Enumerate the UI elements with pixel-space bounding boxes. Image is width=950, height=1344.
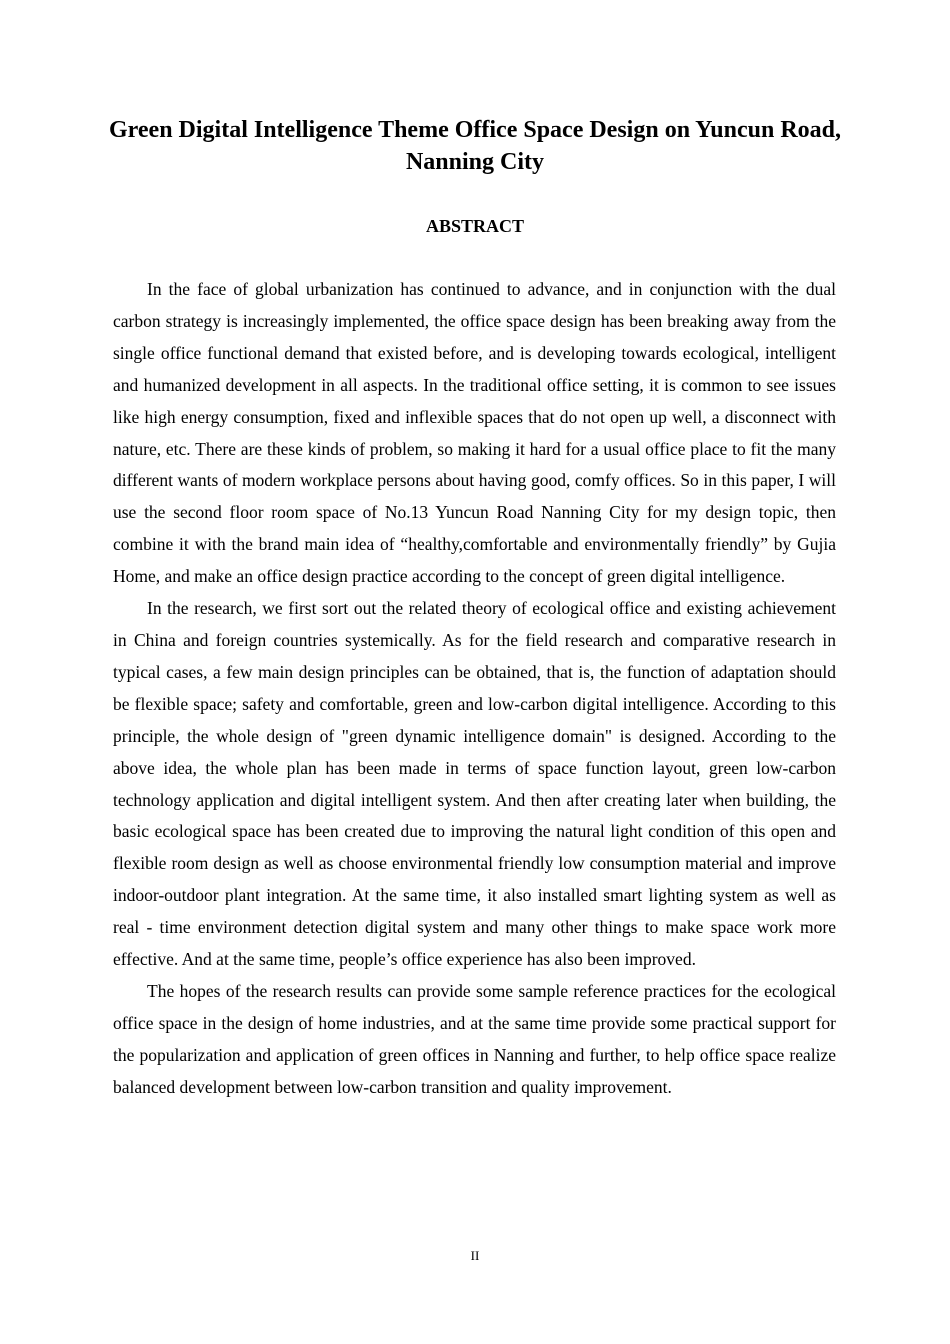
abstract-body <box>113 274 836 1104</box>
abstract-paragraph-2: In the research, we first sort out the related theory of ecological office and existing achievement in China and foreign countries systemically. As for the field research and comparative research in typical cases, a few main design principles can be obtained, that is, the function of adaptation should be flexible space; safety and comfortable, green and low-carbon digital intelligence. According to this principle, the whole design of "green dynamic intelligence domain" is designed. According to the above idea, the whole plan has been made in terms of space function layout, green low-carbon technology application and digital intelligent system. And then after creating later when building, the basic ecological space has been created due to improving the natural light condition of this open and flexible room design as well as choose environmental friendly low consumption material and improve indoor-outdoor plant integration. At the same time, it also installed smart lighting system as well as real - time environment detection digital system and many other things to make space work more effective. And at the same time, people’s office experience has also been improved. <box>113 598 836 970</box>
abstract-paragraph-3: The hopes of the research results can provide some sample reference practices for the ecological office space in the design of home industries, and at the same time provide some practical support for the popularization and application of green offices in Nanning and further, to help office space realize balanced development between low-carbon transition and quality improvement. <box>113 980 836 1097</box>
document-title: Green Digital Intelligence Theme Office Space Design on Yuncun Road, Nanning City <box>109 117 841 175</box>
page-number: II <box>470 1248 480 1263</box>
abstract-heading: ABSTRACT <box>425 216 525 236</box>
abstract-paragraph-1: In the face of global urbanization has continued to advance, and in conjunction with the dual carbon strategy is increasingly implemented, the office space design has been breaking away from the single office functional demand that existed before, and is developing towards ecological, intelligent and humanized development in all aspects. In the traditional office setting, it is common to see issues like high energy consumption, fixed and inflexible spaces that do not open up well, a disconnect with nature, etc. There are these kinds of problem, so making it hard for a usual office place to fit the many different wants of modern workplace persons about having good, comfy offices. So in this paper, I will use the second floor room space of No.13 Yuncun Road Nanning City for my design topic, then combine it with the brand main idea of “healthy,comfortable and environmentally friendly” by Gujia Home, and make an office design practice according to the concept of green digital intelligence. <box>113 279 836 587</box>
